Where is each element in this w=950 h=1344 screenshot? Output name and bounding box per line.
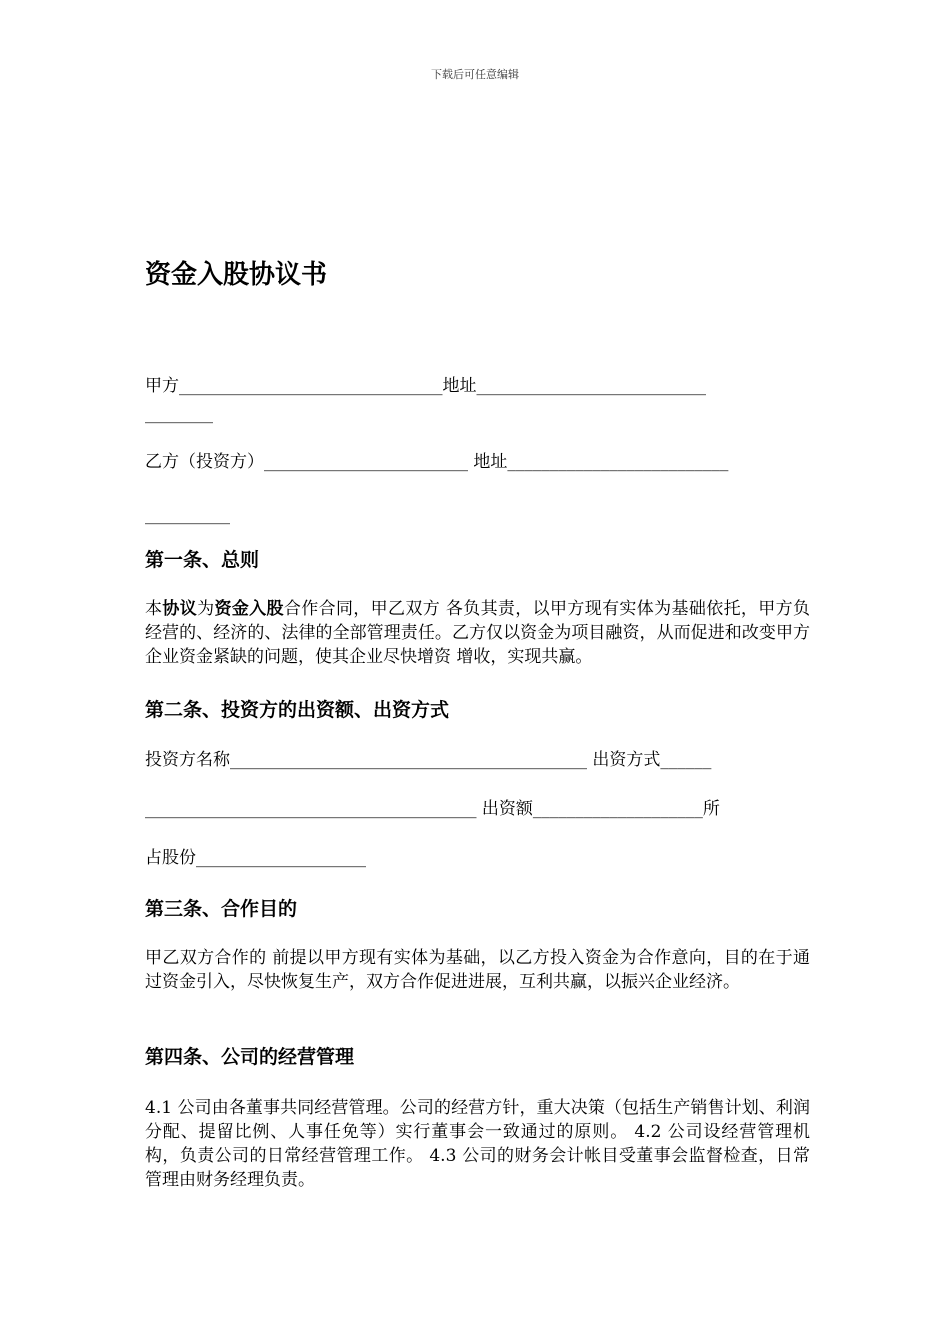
share-ratio-line: 占股份____________________ [145,848,366,868]
section1-bold-agreement: 协议 [162,599,198,619]
section1-heading: 第一条、总则 [145,549,260,571]
document-title: 资金入股协议书 [145,260,328,290]
section1-paragraph [145,597,810,669]
section2-heading: 第二条、投资方的出资额、出资方式 [145,699,450,721]
header-note: 下载后可任意编辑 [431,68,519,81]
section3-paragraph: 甲乙双方合作的 前提以甲方现有实体为基础，以乙方投入资金为合作意向，目的在于通过资金引入，尽快恢复生产，双方合作促进进展，互利共赢，以振兴企业经济。 [145,948,810,992]
party-a-line: 甲方_______________________________地址___________________________ [145,376,706,396]
investment-amount-line: _______________________________________ 出资额____________________所 [145,799,720,819]
section1-bold-capital: 资金入股 [214,599,284,619]
section1-text-rest: 合作合同，甲乙双方 各负其责，以甲方现有实体为基础依托，甲方负经营的、经济的、法律的全部管理责任。乙方仅以资金为项目融资，从而促进和改变甲方企业资金紧缺的问题，使其企业尽快增资 增收，实现共赢。 [145,599,811,667]
party-a-line-continued: ________ [145,404,213,424]
investor-name-line: 投资方名称__________________________________________ 出资方式______ [145,750,712,770]
section1-text-mid: 为 [197,599,215,619]
section1-text-pre: 本 [145,599,163,619]
party-b-line: 乙方（投资方）________________________ 地址__________________________ [145,452,729,472]
section4-heading: 第四条、公司的经营管理 [145,1046,355,1068]
party-b-line-continued: __________ [145,505,230,525]
section3-heading: 第三条、合作目的 [145,898,298,920]
section4-paragraph: 4.1 公司由各董事共同经营管理。公司的经营方针，重大决策（包括生产销售计划、利润分配、提留比例、人事任免等）实行董事会一致通过的原则。 4.2 公司设经营管理机构，负责公司的日常经营管理工作。 4.3 公司的财务会计帐目受董事会监督检查，日常管理由财务经理负责。 [145,1098,810,1190]
